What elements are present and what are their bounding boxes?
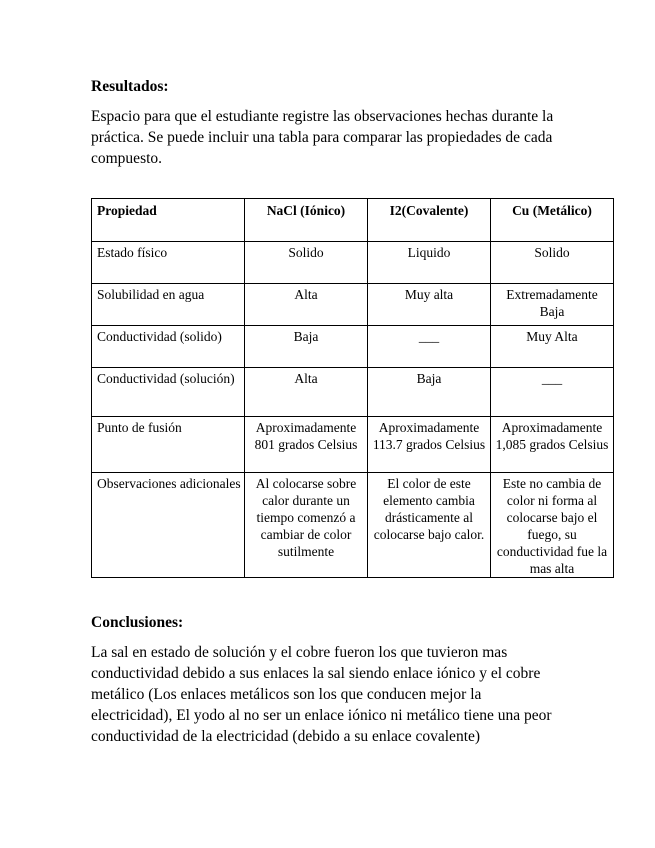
table-row — [92, 417, 614, 473]
table-cell: Extremadamente Baja — [491, 284, 614, 326]
resultados-heading: Resultados: — [91, 78, 169, 95]
resultados-paragraph: Espacio para que el estudiante registre las observaciones hechas durante la práctica. Se puede incluir una tabla para comparar las propiedades de cada compuesto. — [91, 108, 554, 167]
row-label: Estado físico — [92, 242, 245, 284]
row-label: Conductividad (solido) — [92, 326, 245, 368]
table-cell: Baja — [368, 368, 491, 417]
table-cell: Baja — [245, 326, 368, 368]
table-row — [92, 242, 614, 284]
row-label: Punto de fusión — [92, 417, 245, 473]
table-header-row — [92, 199, 614, 242]
table-cell: Aproximadamente 1,085 grados Celsius — [491, 417, 614, 473]
table-cell: Liquido — [368, 242, 491, 284]
table-row — [92, 368, 614, 417]
table-cell: ___ — [491, 368, 614, 417]
table-cell: El color de este elemento cambia drásticamente al colocarse bajo calor. — [368, 473, 491, 578]
conclusiones-heading: Conclusiones: — [91, 614, 184, 631]
table-row — [92, 284, 614, 326]
table-cell: Muy alta — [368, 284, 491, 326]
row-label: Observaciones adicionales — [92, 473, 245, 578]
table-cell: Al colocarse sobre calor durante un tiempo comenzó a cambiar de color sutilmente — [245, 473, 368, 578]
table-cell: Solido — [245, 242, 368, 284]
header-nacl: NaCl (Iónico) — [245, 199, 368, 242]
header-cu: Cu (Metálico) — [491, 199, 614, 242]
results-table — [91, 198, 614, 578]
header-propiedad: Propiedad — [92, 199, 245, 242]
header-i2: I2(Covalente) — [368, 199, 491, 242]
table-row — [92, 326, 614, 368]
conclusiones-paragraph: La sal en estado de solución y el cobre fueron los que tuvieron mas conductividad debido a sus enlaces la sal siendo enlace iónico y el cobre metálico (Los enlaces metálicos son los que conducen mejor la electricidad), El yodo al no ser un enlace iónico ni metálico tiene una peor conductividad de la electricidad (debido a su enlace covalente) — [91, 644, 552, 745]
table-cell: Este no cambia de color ni forma al colocarse bajo el fuego, su conductividad fue la mas alta — [491, 473, 614, 578]
table-row — [92, 473, 614, 578]
table-cell: Muy Alta — [491, 326, 614, 368]
table-cell: ___ — [368, 326, 491, 368]
table-cell: Aproximadamente 801 grados Celsius — [245, 417, 368, 473]
table-cell: Alta — [245, 284, 368, 326]
row-label: Conductividad (solución) — [92, 368, 245, 417]
row-label: Solubilidad en agua — [92, 284, 245, 326]
table-cell: Aproximadamente 113.7 grados Celsius — [368, 417, 491, 473]
table-cell: Solido — [491, 242, 614, 284]
table-cell: Alta — [245, 368, 368, 417]
